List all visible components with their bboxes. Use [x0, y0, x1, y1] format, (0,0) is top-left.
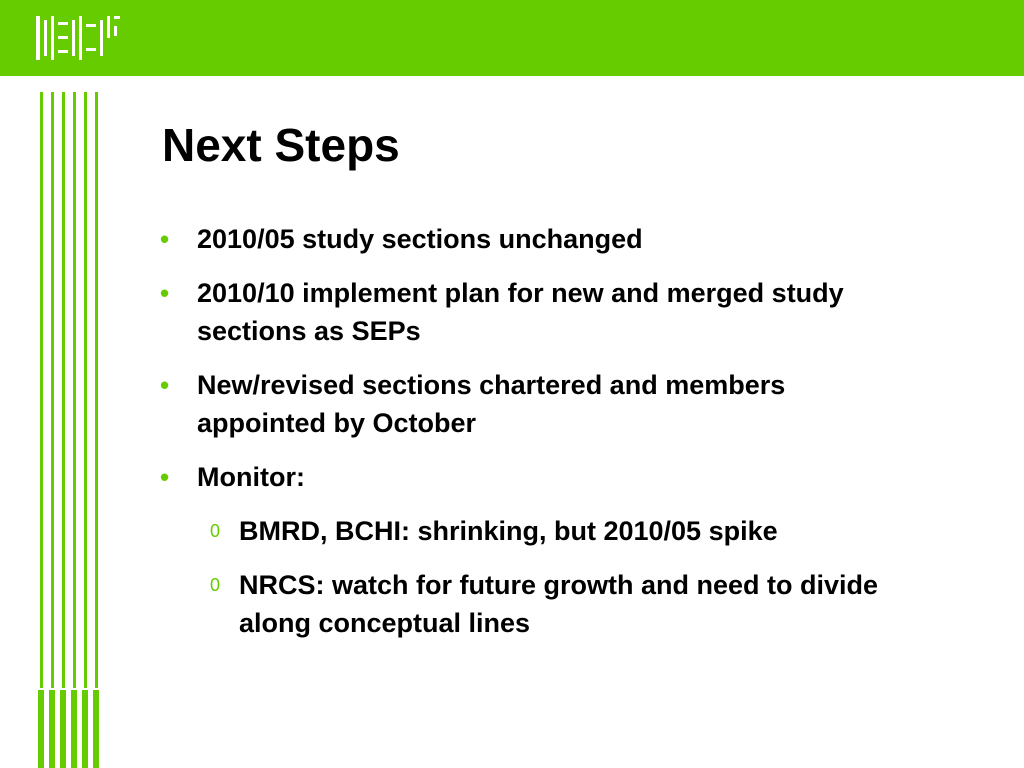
bullet-icon: • [160, 370, 170, 400]
sub-bullet-icon: 0 [210, 521, 221, 541]
bullet-item [160, 366, 920, 442]
bullet-list [160, 220, 920, 658]
bullet-icon: • [160, 278, 170, 308]
bullet-icon: • [160, 224, 170, 254]
sub-bullet-item [160, 566, 920, 642]
logo-icon [36, 16, 120, 60]
bullet-item [160, 458, 920, 496]
top-banner [0, 0, 1024, 76]
sub-bullet-text: BMRD, BCHI: shrinking, but 2010/05 spike [239, 516, 778, 546]
sub-bullet-text: NRCS: watch for future growth and need to divide along conceptual lines [239, 570, 879, 638]
slide-title: Next Steps [162, 119, 400, 171]
bullet-text: New/revised sections chartered and members appointed by October [197, 370, 786, 438]
bullet-item [160, 220, 920, 258]
bullet-text: Monitor: [197, 462, 305, 492]
bullet-text: 2010/05 study sections unchanged [197, 224, 643, 254]
sub-bullet-item [160, 512, 920, 550]
bullet-item [160, 274, 920, 350]
sub-bullet-icon: 0 [210, 575, 221, 595]
bullet-icon: • [160, 462, 170, 492]
decorative-side-lines [36, 92, 108, 768]
bullet-text: 2010/10 implement plan for new and merged study sections as SEPs [197, 278, 844, 346]
